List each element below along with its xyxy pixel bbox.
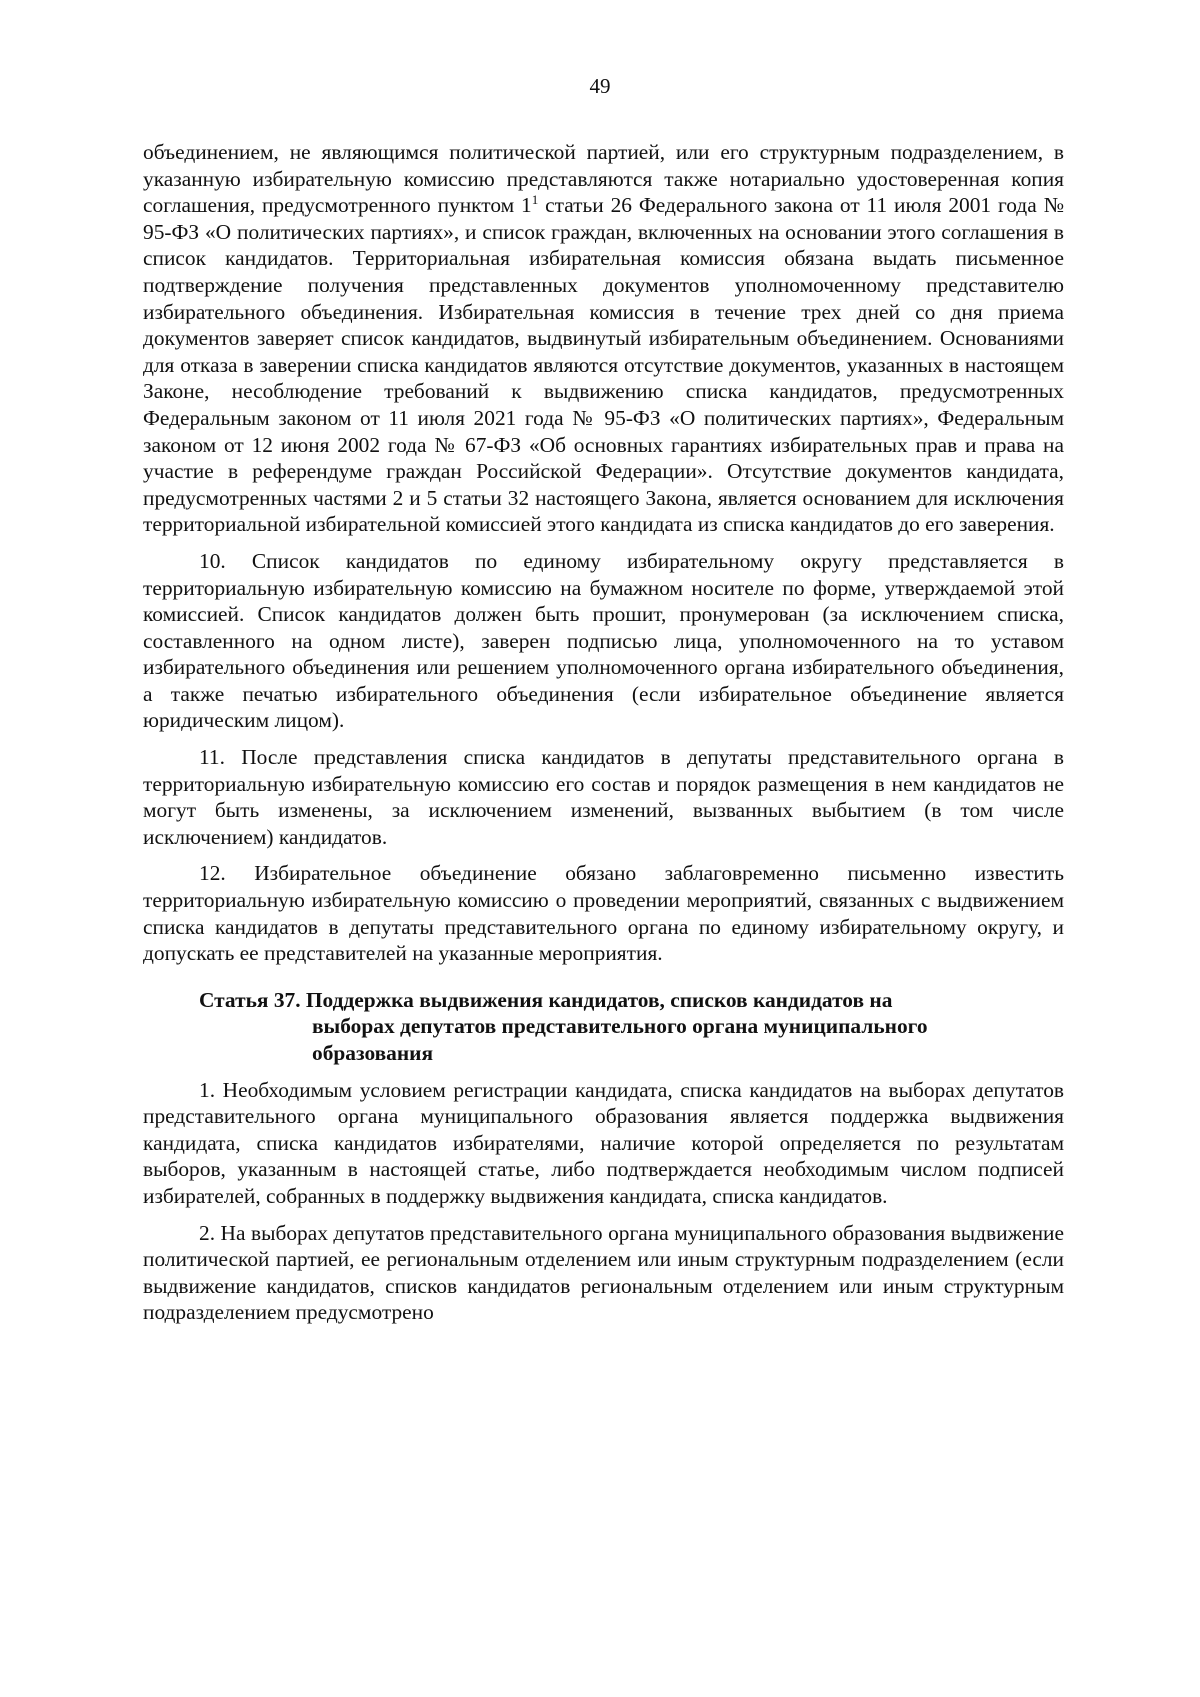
paragraph-item-11: 11. После представления списка кандидатов в депутаты представительного органа в территориальную избирательную комиссию его состав и порядок размещения в нем кандидатов не могут быть изменены, за исключением изменений, вызванных выбытием (в том числе исключением) кандидатов. <box>143 745 1064 849</box>
paragraph-continuation <box>143 139 1064 538</box>
article-paragraph-1: 1. Необходимым условием регистрации кандидата, списка кандидатов на выборах депутатов представительного органа муниципального образования является поддержка выдвижения кандидата, списка кандидатов избирателями, наличие которой определяется по результатам выборов, указанным в настоящей статье, либо подтверждается необходимым числом подписей избирателей, собранных в поддержку выдвижения кандидата, списка кандидатов. <box>143 1077 1064 1208</box>
paragraph-item-12: 12. Избирательное объединение обязано заблаговременно письменно известить территориальную избирательную комиссию о проведении мероприятий, связанных с выдвижением списка кандидатов в депутаты представительного органа по единому избирательному округу, и допускать ее представителей на указанные мероприятия. <box>143 861 1064 966</box>
article-heading-line-3: образования <box>312 1041 434 1065</box>
paragraph-item-10: 10. Список кандидатов по единому избирательному округу представляется в территориальную избирательную комиссию на бумажном носителе по форме, утверждаемой этой комиссией. Список кандидатов должен быть прошит, пронумерован (за исключением списка, составленного на одном листе), заверен подписью лица, уполномоченного на то уставом избирательного объединения или решением уполномоченного органа избирательного объединения, а также печатью избирательного объединения (если избирательное объединение является юридическим лицом). <box>143 548 1064 733</box>
article-heading <box>143 987 1064 1067</box>
superscript: 1 <box>531 192 539 208</box>
paragraph-text-part-a: объединением, не являющимся политической партией, или его структурным подразделением, в указанную избирательную комиссию представляются также нотариально удостоверенная копия соглашения, предусмотренного пунктом 1 <box>143 140 1064 218</box>
page-number: 49 <box>589 74 611 98</box>
article-paragraph-2: 2. На выборах депутатов представительного органа муниципального образования выдвижение политической партией, ее региональным отделением или иным структурным подразделением (если выдвижение кандидатов, списков кандидатов региональным отделением или иным структурным подразделением предусмотрено <box>143 1220 1064 1325</box>
document-body <box>143 139 1064 1336</box>
article-heading-line-2: выборах депутатов представительного органа муниципального <box>312 1014 928 1039</box>
paragraph-text-part-b: статьи 26 Федерального закона от 11 июля 2001 года № 95-ФЗ «О политических партиях», и список граждан, включенных на основании этого соглашения в список кандидатов. Территориальная избирательная комиссия обязана выдать письменное подтверждение получения представленных документов уполномоченному представителю избирательного объединения. Избирательная комиссия в течение трех дней со дня приема документов заверяет список кандидатов, выдвинутый избирательным объединением. Основаниями для отказа в заверении списка кандидатов являются отсутствие документов, указанных в настоящем Законе, несоблюдение требований к выдвижению списка кандидатов, предусмотренных Федеральным законом от 11 июля 2021 года № 95-ФЗ «О политических партиях», Федеральным законом от 12 июня 2002 года № 67-ФЗ «Об основных гарантиях избирательных прав и права на участие в референдуме граждан Российской Федерации». Отсутствие документов кандидата, предусмотренных частями 2 и 5 статьи 32 настоящего Закона, является основанием для исключения территориальной избирательной комиссией этого кандидата из списка кандидатов до его заверения. <box>143 193 1064 537</box>
article-heading-line-1: Статья 37. Поддержка выдвижения кандидатов, списков кандидатов на <box>199 987 893 1012</box>
